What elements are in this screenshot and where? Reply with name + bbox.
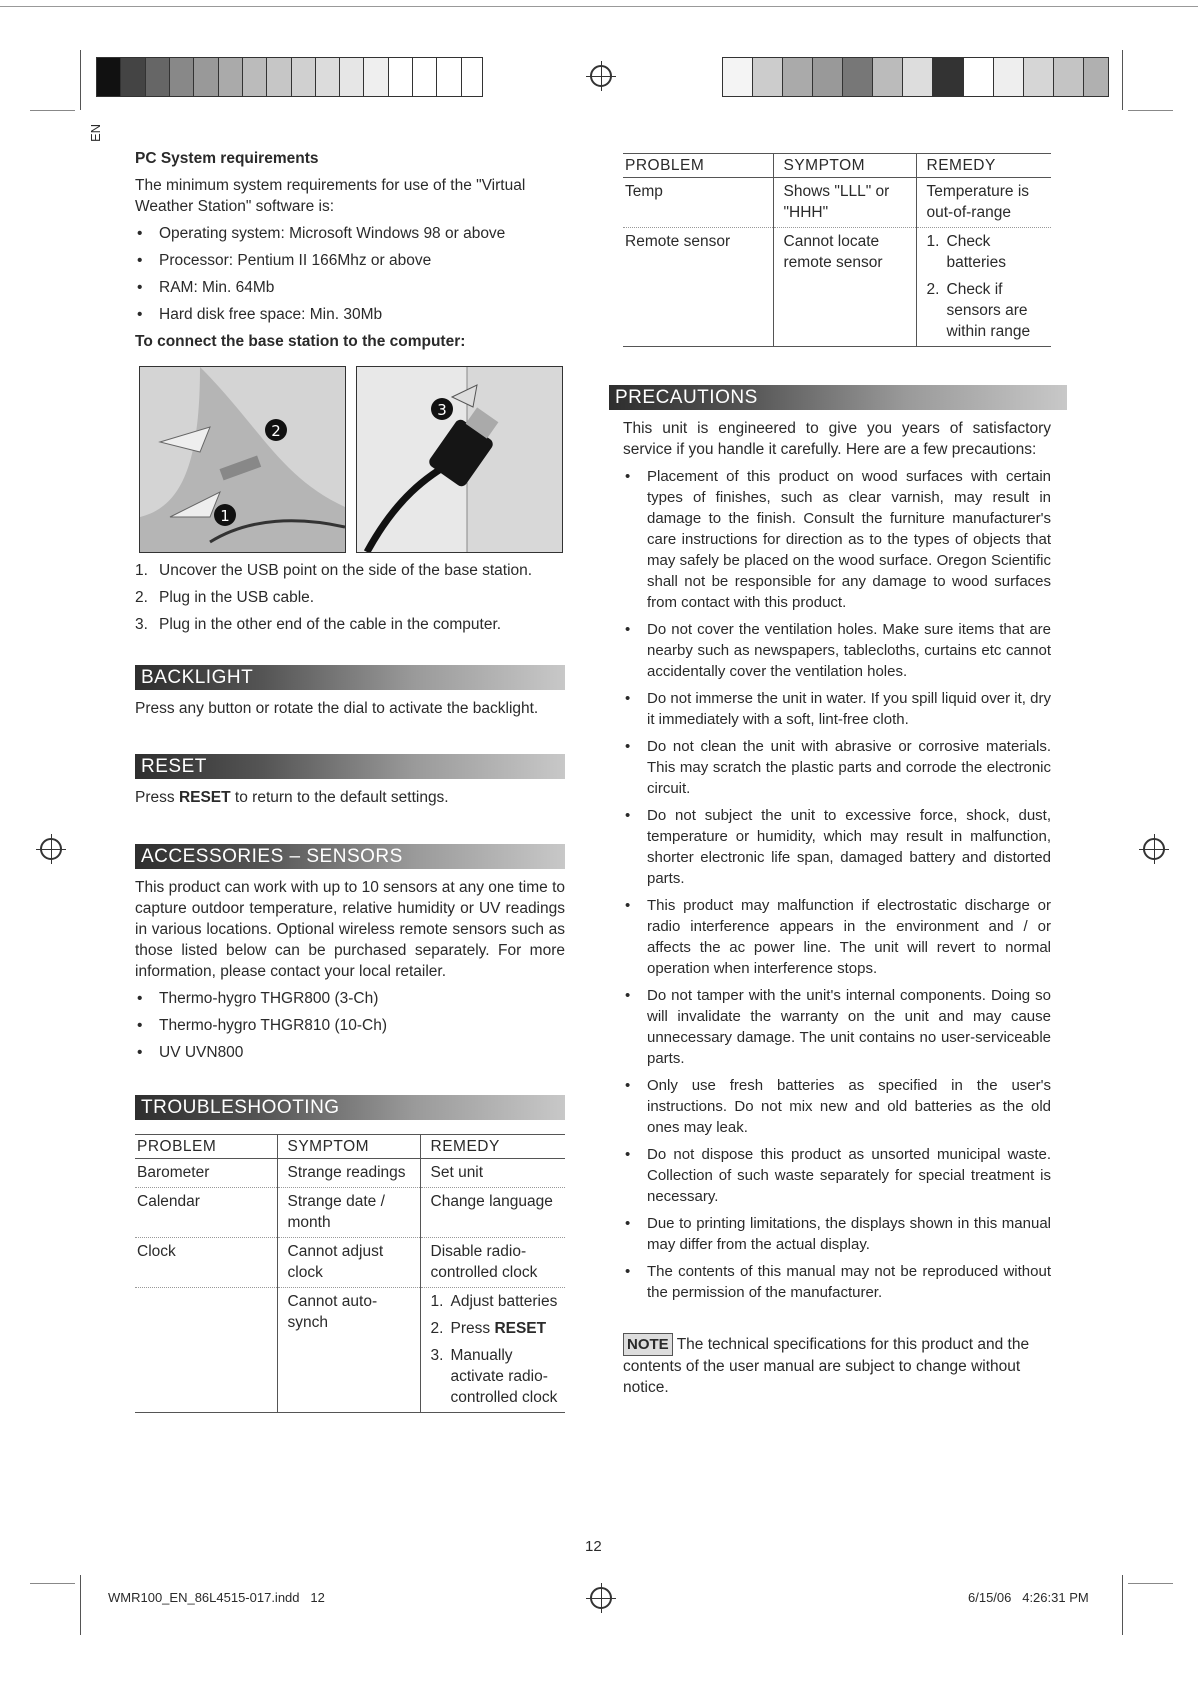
crop-line bbox=[0, 6, 1198, 7]
connect-steps bbox=[135, 560, 565, 635]
list-item: 3. Plug in the other end of the cable in the computer. bbox=[135, 616, 502, 633]
list-item: • Thermo-hygro THGR810 (10-Ch) bbox=[135, 1015, 565, 1036]
precautions-list bbox=[623, 466, 1051, 1303]
list-item: • RAM: Min. 64Mb bbox=[135, 277, 565, 298]
table-row bbox=[623, 228, 1051, 347]
header-remedy: REMEDY bbox=[420, 1135, 565, 1159]
svg-text:3: 3 bbox=[437, 401, 447, 419]
cell-symptom: Cannot adjust clock bbox=[277, 1238, 420, 1288]
svg-text:1: 1 bbox=[220, 507, 230, 525]
note-text: The technical specifications for this product and the contents of the user manual are subject to change without notice. bbox=[623, 1336, 1030, 1396]
note-paragraph bbox=[623, 1333, 1051, 1398]
list-item: • Thermo-hygro THGR800 (3-Ch) bbox=[135, 988, 565, 1009]
usb-cable-photo bbox=[356, 366, 563, 553]
cell-symptom: Cannot auto-synch bbox=[277, 1288, 420, 1413]
footer-timestamp: 6/15/06 4:26:31 PM bbox=[968, 1590, 1089, 1605]
cell-remedy: Change language bbox=[420, 1188, 565, 1238]
cell-remedy: Set unit bbox=[420, 1159, 565, 1188]
pc-intro: The minimum system requirements for use of the "Virtual Weather Station" software is: bbox=[135, 177, 526, 215]
list-item: • This product may malfunction if electrostatic discharge or radio interference appears in the environment and / or affects the ac power line. The unit will revert to normal operation when interference stops. bbox=[623, 895, 1051, 979]
precautions-section-title: PRECAUTIONS bbox=[609, 385, 1067, 410]
header-symptom: SYMPTOM bbox=[773, 154, 916, 178]
accessories-text: This product can work with up to 10 sensors at any one time to capture outdoor temperature, relative humidity or UV readings in various locations. Optional wireless remote sensors such as those listed below can be purchased separately. For more information, please contact your local retailer. bbox=[135, 879, 565, 980]
remedy-step: 2. Check if sensors are within range bbox=[926, 281, 1031, 340]
troubleshooting-table bbox=[135, 1134, 565, 1413]
list-item: • UV UVN800 bbox=[135, 1042, 565, 1063]
backlight-text: Press any button or rotate the dial to activate the backlight. bbox=[135, 700, 539, 717]
footer-filename: WMR100_EN_86L4515-017.indd 12 bbox=[108, 1590, 325, 1605]
usb-cable-illustration bbox=[357, 367, 562, 552]
left-column-lower bbox=[135, 560, 565, 1413]
list-item: 2. Plug in the USB cable. bbox=[135, 589, 315, 606]
table-row bbox=[135, 1188, 565, 1238]
note-label: NOTE bbox=[623, 1333, 673, 1356]
left-column bbox=[135, 148, 565, 358]
page-number: 12 bbox=[585, 1538, 602, 1555]
svg-text:2: 2 bbox=[271, 422, 281, 440]
registration-mark-right bbox=[1143, 838, 1165, 860]
list-item: • Operating system: Microsoft Windows 98 or above bbox=[135, 223, 565, 244]
registration-mark-top bbox=[590, 65, 612, 87]
cell-problem: Clock bbox=[135, 1238, 277, 1288]
list-item: • Due to printing limitations, the displays shown in this manual may differ from the actual display. bbox=[623, 1213, 1051, 1255]
crop-line bbox=[1128, 110, 1173, 111]
header-problem: PROBLEM bbox=[623, 154, 773, 178]
remedy-step: 3. Manually activate radio-controlled clock bbox=[430, 1347, 558, 1406]
crop-line bbox=[30, 1583, 75, 1584]
usb-port-photo bbox=[139, 366, 346, 553]
cell-symptom: Cannot locate remote sensor bbox=[773, 228, 916, 347]
list-item: • Do not cover the ventilation holes. Make sure items that are nearby such as newspapers, tablecloths, curtains etc cannot accidentally cover the ventilation holes. bbox=[623, 619, 1051, 682]
pc-requirements-heading: PC System requirements bbox=[135, 150, 319, 167]
table-row bbox=[135, 1288, 565, 1413]
list-item: • Placement of this product on wood surfaces with certain types of finishes, such as clear varnish, may result in damage to the finish. Consult the furniture manufacturer's care instructions for direction as to the types of objects that may safely be placed on the wood surface. Oregon Scientific shall not be responsible for any damage to wood surfaces from contact with this product. bbox=[623, 466, 1051, 613]
precautions-intro: This unit is engineered to give you years of satisfactory service if you handle it carefully. Here are a few precautions: bbox=[623, 420, 1051, 458]
list-item: • Hard disk free space: Min. 30Mb bbox=[135, 304, 565, 325]
crop-line bbox=[80, 1575, 81, 1635]
table-row bbox=[623, 178, 1051, 228]
table-header-row bbox=[623, 154, 1051, 178]
cell-symptom: Strange date / month bbox=[277, 1188, 420, 1238]
crop-line bbox=[30, 110, 75, 111]
list-item: • Processor: Pentium II 166Mhz or above bbox=[135, 250, 565, 271]
cell-problem: Calendar bbox=[135, 1188, 277, 1238]
list-item: • The contents of this manual may not be reproduced without the permission of the manufacturer. bbox=[623, 1261, 1051, 1303]
cell-remedy bbox=[420, 1288, 565, 1413]
header-problem: PROBLEM bbox=[135, 1135, 277, 1159]
list-item: • Only use fresh batteries as specified in the user's instructions. Do not mix new and old batteries as the old ones may leak. bbox=[623, 1075, 1051, 1138]
cell-problem: Temp bbox=[623, 178, 773, 228]
color-bar-right bbox=[722, 57, 1109, 97]
cell-problem: Remote sensor bbox=[623, 228, 773, 347]
crop-line bbox=[1128, 1583, 1173, 1584]
troubleshooting-table-continued bbox=[623, 153, 1051, 347]
header-symptom: SYMPTOM bbox=[277, 1135, 420, 1159]
cell-problem: Barometer bbox=[135, 1159, 277, 1188]
backlight-section-title: BACKLIGHT bbox=[135, 665, 565, 690]
list-item: • Do not tamper with the unit's internal components. Doing so will invalidate the warranty on the unit and may cause unnecessary damage. The unit contains no user-serviceable parts. bbox=[623, 985, 1051, 1069]
crop-line bbox=[1122, 1575, 1123, 1635]
table-row bbox=[135, 1238, 565, 1288]
reset-section-title: RESET bbox=[135, 754, 565, 779]
troubleshooting-section-title: TROUBLESHOOTING bbox=[135, 1095, 565, 1120]
language-tag: EN bbox=[88, 123, 103, 142]
remedy-step: 1. Adjust batteries bbox=[430, 1293, 558, 1310]
cell-remedy bbox=[916, 228, 1051, 347]
cell-remedy: Disable radio-controlled clock bbox=[420, 1238, 565, 1288]
connect-heading: To connect the base station to the computer: bbox=[135, 333, 466, 350]
cell-symptom: Shows "LLL" or "HHH" bbox=[773, 178, 916, 228]
list-item: 1. Uncover the USB point on the side of the base station. bbox=[135, 562, 533, 579]
cell-remedy: Temperature is out-of-range bbox=[916, 178, 1051, 228]
table-header-row bbox=[135, 1135, 565, 1159]
crop-line bbox=[80, 50, 81, 110]
color-bar-left bbox=[96, 57, 483, 97]
remedy-step: 2. Press RESET bbox=[430, 1320, 547, 1337]
pc-requirements-list bbox=[135, 223, 565, 325]
cell-problem bbox=[135, 1288, 277, 1413]
accessories-section-title: ACCESSORIES – SENSORS bbox=[135, 844, 565, 869]
reset-text: Press RESET to return to the default settings. bbox=[135, 789, 449, 806]
right-column bbox=[615, 153, 1051, 1404]
header-remedy: REMEDY bbox=[916, 154, 1051, 178]
registration-mark-left bbox=[40, 838, 62, 860]
list-item: • Do not dispose this product as unsorted municipal waste. Collection of such waste separately for special treatment is necessary. bbox=[623, 1144, 1051, 1207]
list-item: • Do not clean the unit with abrasive or corrosive materials. This may scratch the plastic parts and corrode the electronic circuit. bbox=[623, 736, 1051, 799]
registration-mark-bottom bbox=[590, 1587, 612, 1609]
sensor-list bbox=[135, 988, 565, 1063]
remedy-step: 1. Check batteries bbox=[926, 233, 1006, 271]
crop-line bbox=[1122, 50, 1123, 110]
list-item: • Do not immerse the unit in water. If you spill liquid over it, dry it immediately with a soft, lint-free cloth. bbox=[623, 688, 1051, 730]
cell-symptom: Strange readings bbox=[277, 1159, 420, 1188]
base-station-illustration bbox=[140, 367, 345, 552]
table-row bbox=[135, 1159, 565, 1188]
list-item: • Do not subject the unit to excessive force, shock, dust, temperature or humidity, which may result in malfunction, shorter electronic life span, damaged battery and distorted parts. bbox=[623, 805, 1051, 889]
